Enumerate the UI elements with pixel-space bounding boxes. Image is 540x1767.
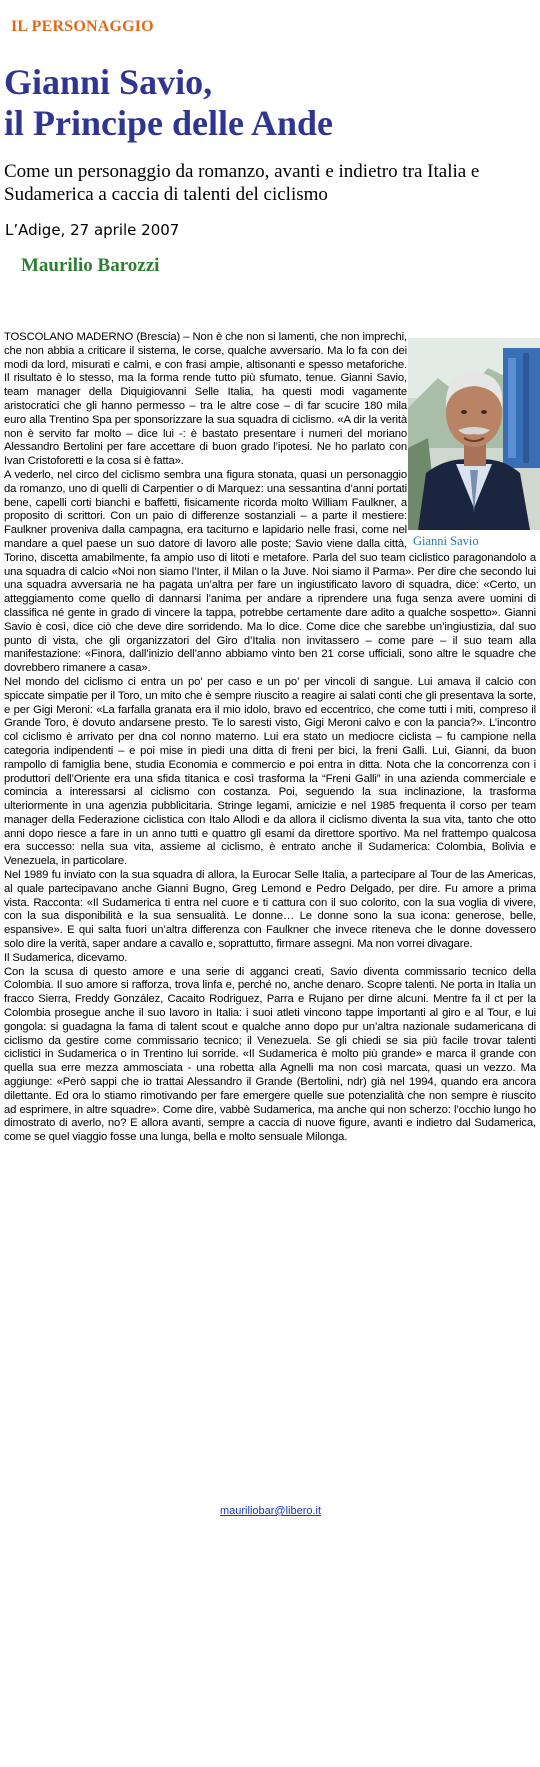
article-paragraph-6: Con la scusa di questo amore e una serie di agganci creati, Savio diventa commissario tecnico della Colombia. Il suo amore si rafforza, trova linfa e, perché no, anche denaro. Scopre talenti. Ne porta in Italia un fracco Sierra, Freddy González, Cacaito Rodriguez, Parra e Rujano per dirne alcuni. Mentre fa il ct per la Colombia prosegue anche il suo lavoro in Italia: i suoi atleti vincono tappe importanti al giro e al Tour, e lui gongola: si guadagna la fama di talent scout e qualche anno dopo pur un’altra nazionale sudamericana di ciclismo da gestire come commissario tecnico; il Venezuela. Se gli chiedi se sia più facile trovar talenti ciclistici in Sudamerica o in Trentino lui sorride. «Il Sudamerica è molto più grande» e marca il grande con quella sua erre mezza ammosciata - una robetta alla Agnelli ma non così marcata, quasi un vezzo. Ma aggiunge: «Però sappi che io trattai Alessandro il Grande (Bertolini, ndr) già nel 1994, quando era ancora dilettante. Ed ora lo stiamo rimotivando per fare emergere quelle sue potenzialità che non sempre è riuscito ad esprimere, in altre squadre». Come dire, vabbè Sudamerica, ma anche qui non scherzo: l’occhio lungo ho dimostrato di averlo, no? E allora avanti, sempre a caccia di nuove figure, avanti e indietro dal Sudamerica, come se quel viaggio fosse una lunga, bella e molto sensuale Milonga. [4,965,536,1144]
subtitle: Come un personaggio da romanzo, avanti e indietro tra Italia e Sudamerica a caccia di talenti del ciclismo [4,161,480,205]
headline [4,62,534,144]
photo-caption: Gianni Savio [413,534,479,548]
article-paragraph-5: Il Sudamerica, dicevamo. [4,951,128,964]
headline-line-1: Gianni Savio, [4,62,213,102]
article-paragraph-3: Nel mondo del ciclismo ci entra un po’ per caso e un po’ per vincoli di sangue. Lui amava il calcio con spiccate simpatie per il Toro, un mito che è sempre riuscito a reagire ai salati conti che gli presentava la sorte, e per Gigi Meroni: «La farfalla granata era il mio idolo, bravo ed eccentrico, che come tutti i miti, compreso il Grande Toro, è dovuto andarsene presto. Te lo saresti visto, Gigi Meroni calvo e con la pancia?». L’incontro col ciclismo è arrivato per dna col nonno materno. Lui era stato un mediocre ciclista – fu campione nella categoria indipendenti – e poi mise in piedi una ditta di freni per bici, la freni Galli. Lui, Gianni, da buon rampollo di famiglia bene, studia Economia e commercio e poi entra in ditta. Nota che la concorrenza con i produttori dell’Oriente era una sfida titanica e così trasforma la “Freni Galli” in una azienda commerciale e comincia a interessarsi al ciclismo con costanza. Poi, seguendo la sua inclinazione, la trasforma ulteriormente in una agenzia pubblicitaria. Stringe legami, amicizie e nel 1985 frequenta il corso per team manager della Federazione ciclistica con Italo Allodi e da allora il ciclismo diventa la sua vita, tanto che otto anni dopo riesce a fare in un anno tutti e quattro gli esami da direttore sportivo. Ma nel frattempo qualcosa era successo: nella sua vita, assieme al ciclismo, è entrato anche il Sudamerica: Colombia, Bolivia e Venezuela, in particolare. [4,675,536,868]
author-name: Maurilio Barozzi [21,255,160,276]
article-body [4,331,536,1145]
section-label: IL PERSONAGGIO [11,18,154,35]
article-paragraph-4: Nel 1989 fu inviato con la sua squadra di allora, la Eurocar Selle Italia, a partecipare al Tour de las Americas, al quale partecipavano anche Gianni Bugno, Greg Lemond e Pedro Delgado, per dire. Fu amore a prima vista. Racconta: «Il Sudamerica ti entra nel cuore e ti cattura con il suo colorito, con la sua voglia di vivere, con la sua disponibilità e la sua sensualità. Le donne… Le donne sono la sua icona: generose, belle, espansive». E qui salta fuori un’altra differenza con Faulkner che invece riteneva che le donne dovessero solo dire la verità, saper andare a cavallo e, soprattutto, firmare assegni. Ma non vorrei divagare. [4,869,536,951]
source-line: L’Adige, 27 aprile 2007 [5,221,180,239]
article-paragraph-1: TOSCOLANO MADERNO (Brescia) – Non è che non si lamenti, che non imprechi, che non abbia a criticare il sistema, le corse, qualche avversario. Ma lo fa con dei modi da lord, misurati e calmi, e con frasi ampie, altisonanti e spesso metaforiche. Il risultato è lo stesso, ma la forma rende tutto più sfumato, tenue. Gianni Savio, team manager della Diquigiovanni Selle Italia, ha questi modi vagamente aristocratici che gli hanno permesso – tra le altre cose – di far scucire 180 mila euro alla Trentino Spa per sponsorizzare la sua squadra di ciclismo. «A dir la verità non è servito far molto – dice lui -: è bastato presentare i numeri del moriano Alessandro Bertolini per fare accettare di buon grado l’ipotesi. Ne ho parlato con Ivan Cristoforetti e la cosa si è fatta». [4,331,407,468]
article-paragraph-2: A vederlo, nel circo del ciclismo sembra una figura stonata, quasi un personaggio da romanzo, uno di quelli di Carpentier o di Marquez: una sessantina d’anni portati bene, capelli corti bianchi e baffetti, fisicamente ricorda molto William Faulkner, a proposito di scrittori. Con un paio di differenze sostanziali – a parte il mestiere: Faulkner proveniva dalla campagna, era taciturno e lapidario nelle frasi, come nel mandare a quel paese un suo datore di lavoro alle poste; Savio viene dalla città, Torino, discetta amabilmente, fa ampio uso di litoti e metafore. Parla del suo team ciclistico paragonandolo a una squadra di calcio «Noi non siamo l’Inter, il Milan o la Juve. Noi siamo il Parma». Per dire che secondo lui una squadra avversaria ne ha pagata un’altra per fare un ingiustificato lavoro di squadra, dice: «Certo, un atteggiamento come quello di dannarsi l’anima per andare a riprendere una fuga senza avere uomini di classifica né gente in grado di vincere la tappa, potrebbe certamente dare adito a qualche sospetto». Gianni Savio è così, dice ciò che deve dire sorridendo. Ma lo dice. Come dice che sarebbe un’ingiustizia, dal suo punto di vista, che gli organizzatori del Giro d’Italia non invitassero – come pare – il suo team alla manifestazione: «Finora, dall’inizio dell’anno abbiamo vinto ben 21 corse ufficiali, sono altre le squadre che dovrebbero rimanere a casa». [4,468,536,675]
author-email-link[interactable]: mauriliobar@libero.it [220,1505,322,1517]
headline-line-2: il Principe delle Ande [4,103,333,143]
